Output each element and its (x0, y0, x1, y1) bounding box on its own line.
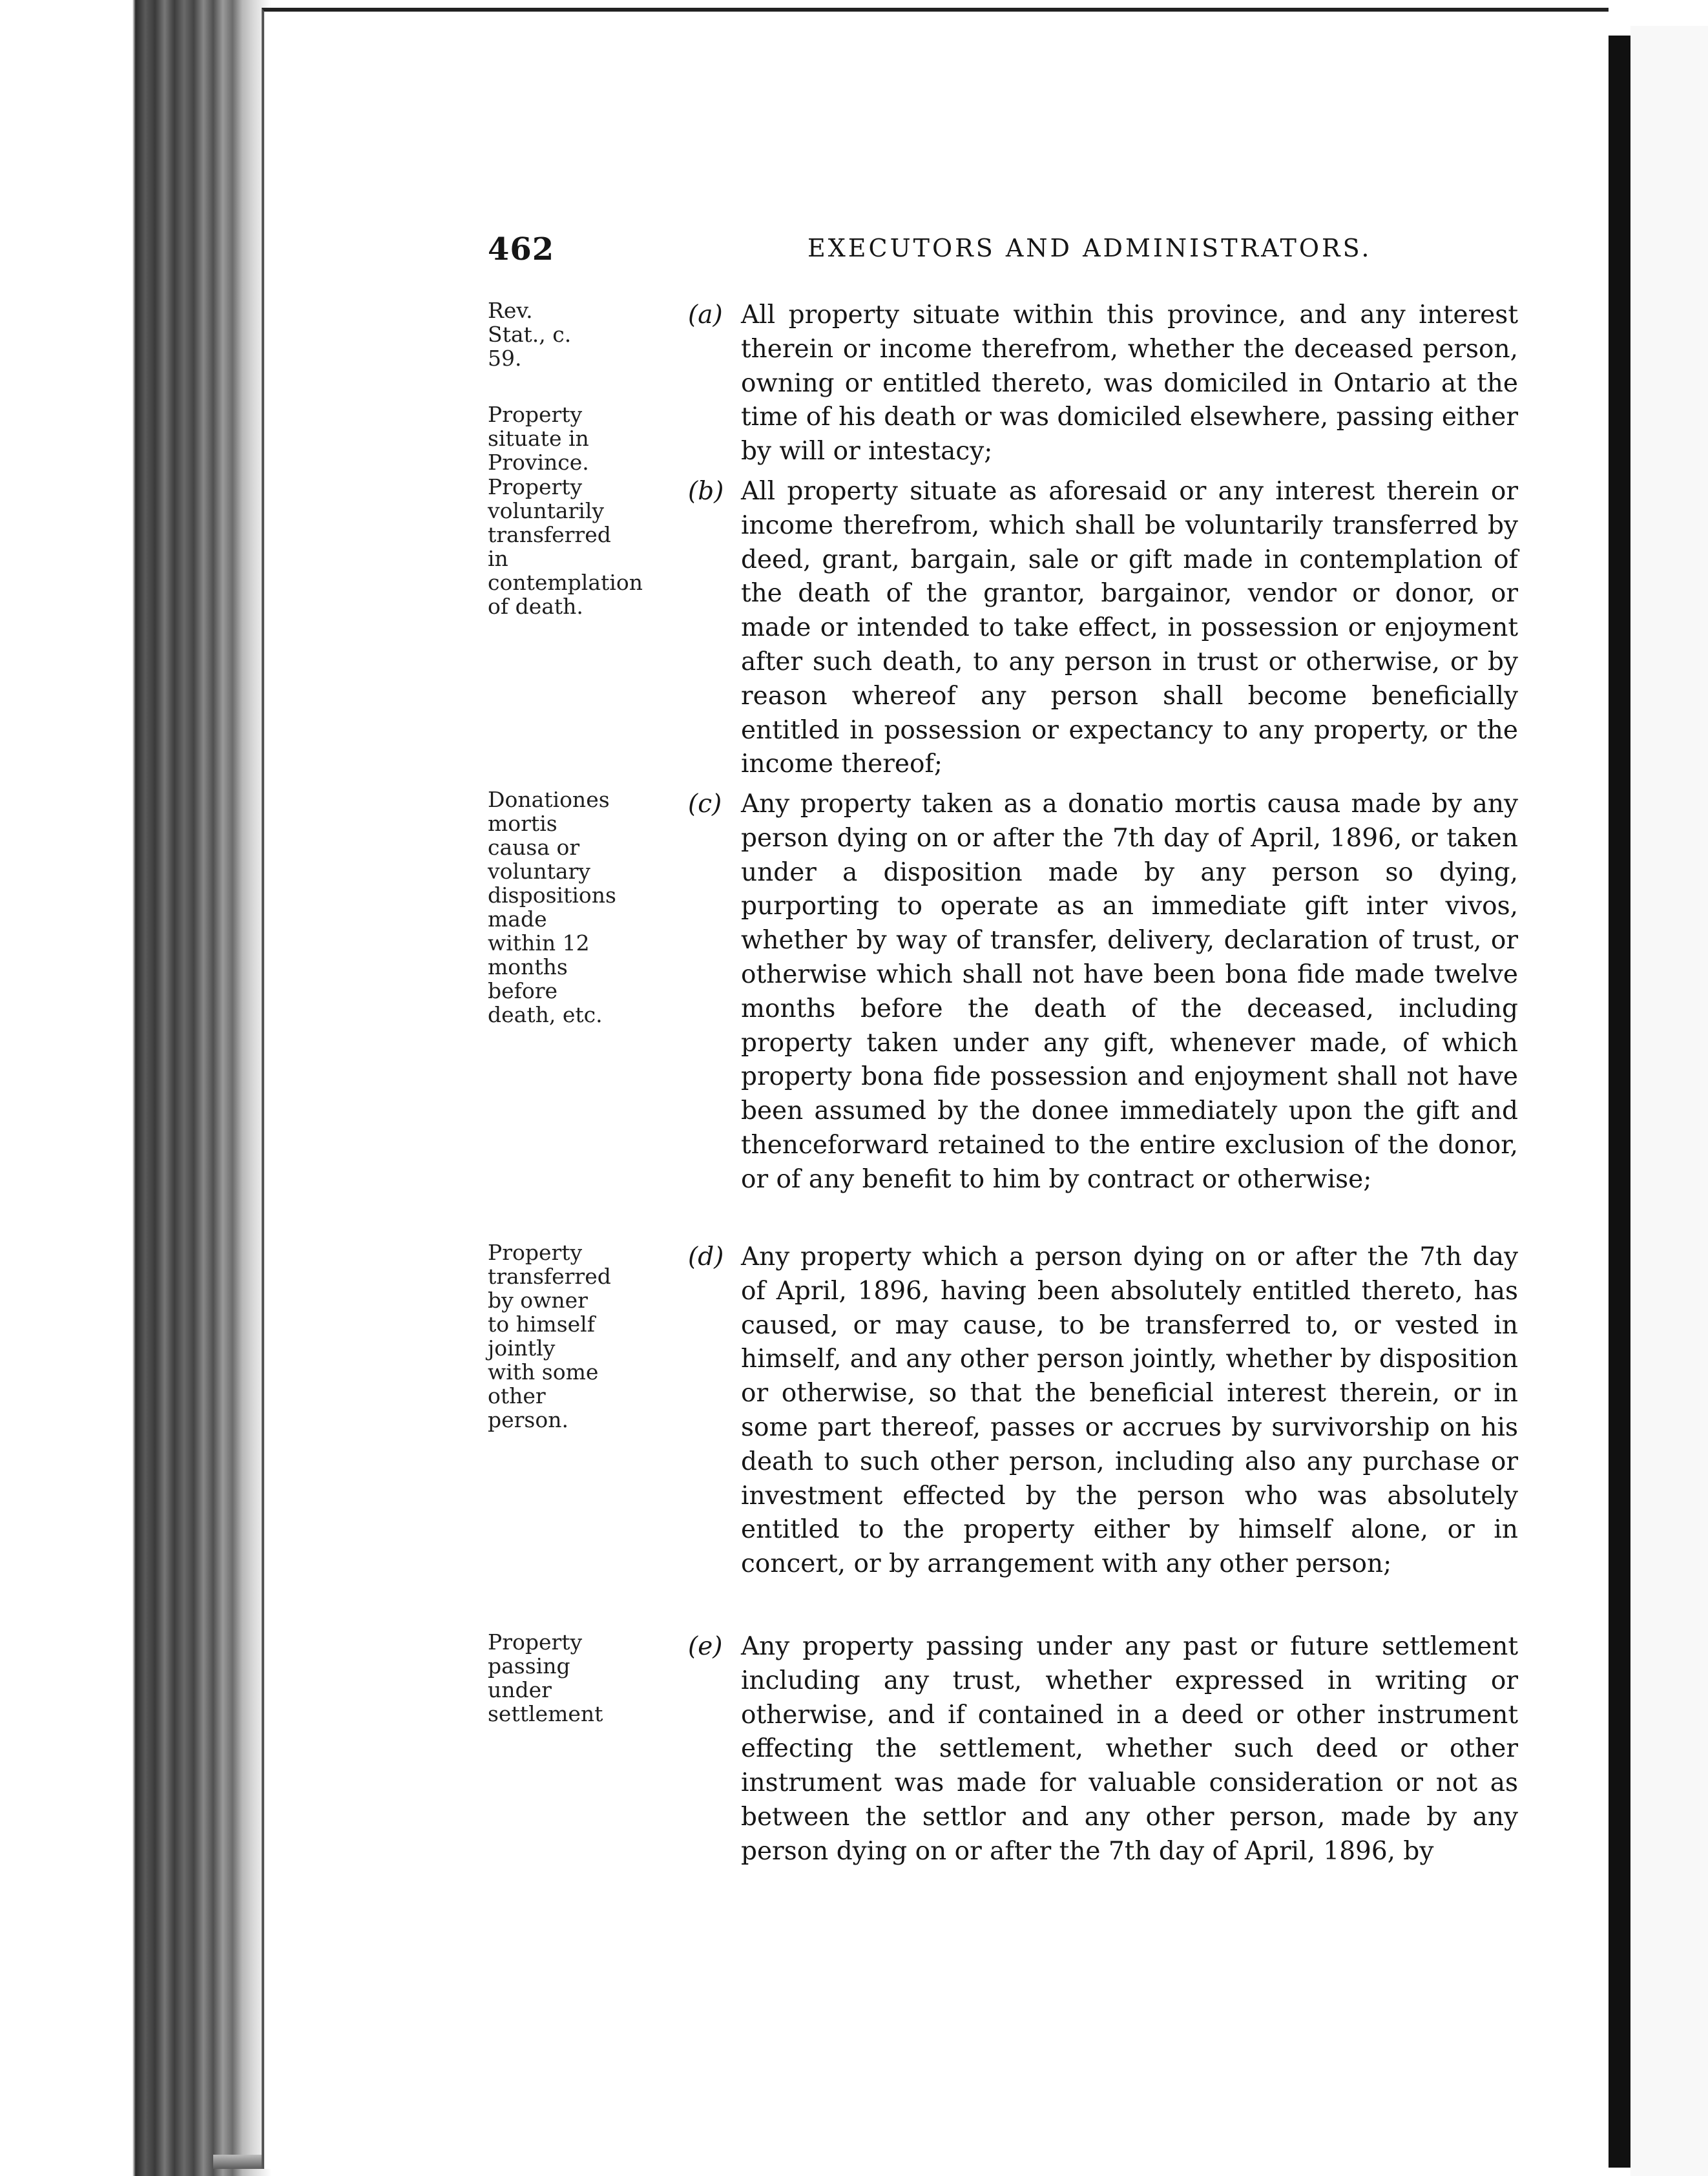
sidenote-e (488, 1630, 620, 1726)
clause-text: Any property which a person dying on or after the 7th day of April, 1896, having been absolutely entitled thereto, has caused, or may cause, to be transferred to, or vested in himself, and any other person jointly, whether by disposition or otherwise, so that the beneficial interest therein, or in some part thereof, passes or accrues by survivorship on his death to such other person, including also any purchase or investment effected by the person who was absolutely entitled to the property either by himself alone, or in concert, or by arrangement with any other person; (741, 1242, 1518, 1579)
page-gutter (1609, 36, 1630, 2168)
sidenote-a (488, 298, 620, 474)
book-edge (0, 0, 271, 2176)
sidenote-heading: Property passing under settlement (488, 1629, 603, 1726)
sidenote-heading: Property situate in Province. (488, 402, 589, 475)
clause-d (688, 1240, 1518, 1582)
clause-e (688, 1630, 1518, 1869)
clause-marker: (a) (688, 300, 723, 330)
running-title: EXECUTORS AND ADMINISTRATORS. (807, 234, 1372, 262)
sidenote-b (488, 474, 643, 619)
clause-text: Any property passing under any past or future settlement including any trust, whether expressed in writing or otherwise, and if contained in a deed or other instrument effecting the settlement, whether such deed or other instrument was made for valuable consideration or not as between the settlor and any other person, made by any person dying on or after the 7th day of April, 1896, by (741, 1632, 1518, 1866)
sidenote-heading: Donationes mortis causa or voluntary dispositions made within 12 months before death, etc. (488, 787, 616, 1027)
page-number: 462 (488, 231, 555, 267)
clause-text: All property situate within this province, and any interest therein or income therefrom, whether the deceased person, owning or entitled thereto, was domiciled in Ontario at the time of his death or was domiciled elsewhere, passing either by will or intestacy; (741, 300, 1518, 466)
clause-marker: (b) (688, 477, 724, 506)
facing-page-edge (1630, 26, 1708, 2176)
clause-marker: (d) (688, 1242, 724, 1271)
clause-text: All property situate as aforesaid or any interest therein or income therefrom, which shall be voluntarily transferred by deed, grant, bargain, sale or gift made in contemplation of the death of the grantor, bargainor, vendor or donor, or made or intended to take effect, in possession or enjoyment after such death, to any person in trust or otherwise, or by reason whereof any person shall become beneficially entitled in possession or expectancy to any property, or the income thereof; (741, 477, 1518, 779)
clause-marker: (c) (688, 790, 722, 819)
sidenote-d (488, 1240, 620, 1432)
sidenote-c (488, 788, 620, 1027)
clause-c (688, 788, 1518, 1197)
sidenote-heading: Property voluntarily transferred in contemplation of death. (488, 474, 643, 619)
clause-a (688, 298, 1518, 469)
clause-text: Any property taken as a donatio mortis causa made by any person dying on or after the 7th day of April, 1896, or taken under a disposition made by any person so dying, purporting to operate as an immediate gift inter vivos, whether by way of transfer, delivery, declaration of trust, or otherwise which shall not have been bona fide made twelve months before the death of the deceased, including property taken under any gift, whenever made, of which property bona fide possession and enjoyment shall not have been assumed by the donee immediately upon the gift and thenceforward retained to the entire exclusion of the donor, or of any benefit to him by contract or otherwise; (741, 790, 1518, 1194)
sidenote-citation: Rev. Stat., c. 59. (488, 298, 572, 371)
clause-marker: (e) (688, 1632, 723, 1661)
running-head (488, 231, 1518, 270)
clause-b (688, 475, 1518, 782)
sidenote-heading: Property transferred by owner to himself jointly with some other person. (488, 1240, 611, 1432)
